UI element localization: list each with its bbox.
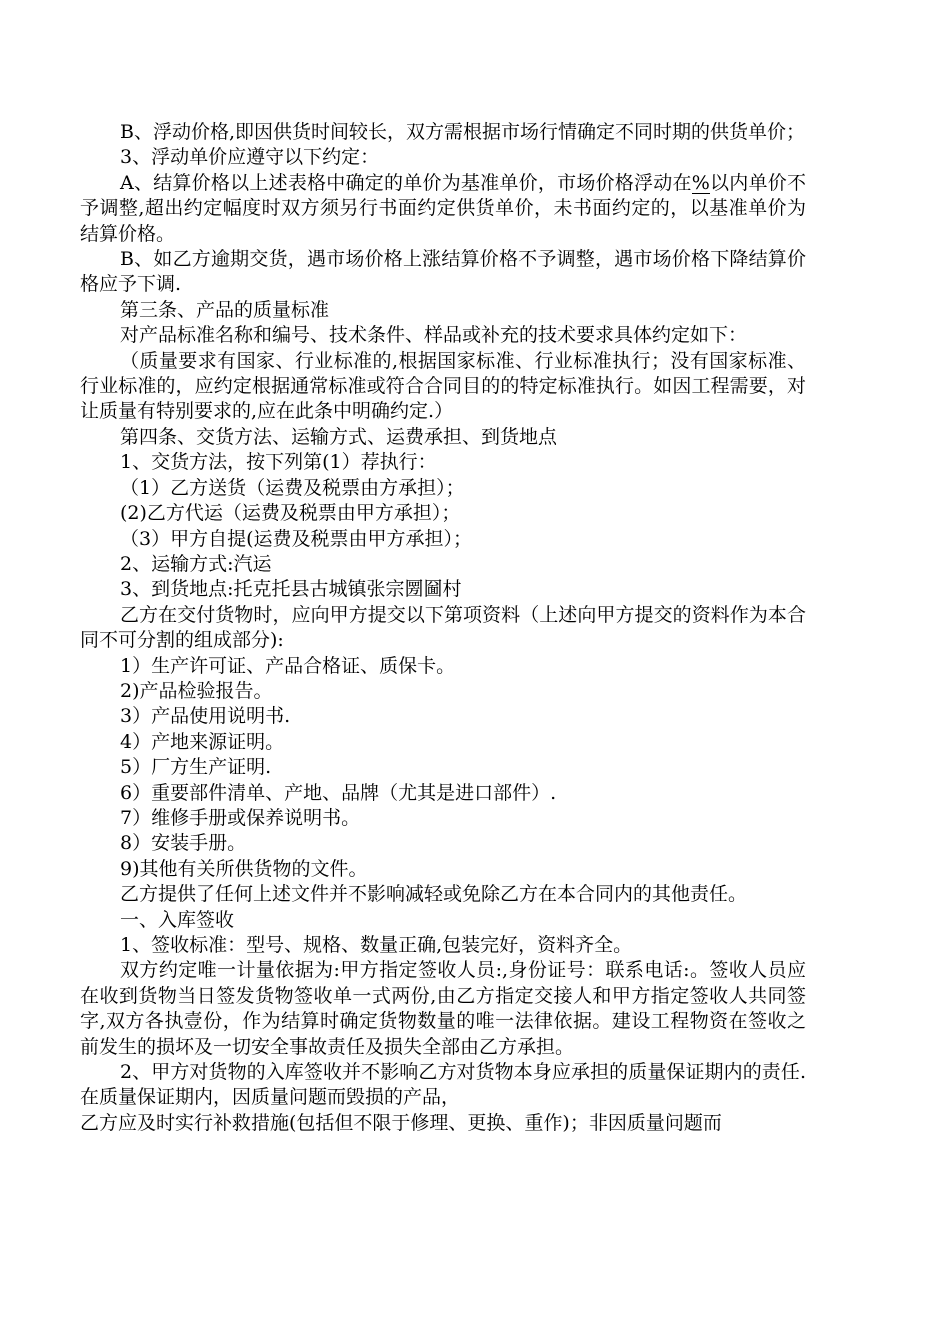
paragraph-with-blank (80, 171, 806, 247)
paragraph-text-after: 以内单价不予调整,超出约定幅度时双方须另行书面约定供货单价，未书面约定的，以基准单价为结算价格。 (80, 171, 806, 245)
list-item: 8）安装手册。 (120, 832, 247, 855)
paragraph: 3、到货地点:托克托县古城镇张宗圐圙村 (120, 578, 462, 601)
paragraph: 1、交货方法，按下列第(1）荐执行： (120, 451, 437, 474)
list-item: 6）重要部件清单、产地、品牌（尤其是进口部件）. (120, 781, 557, 804)
list-item: （3）甲方自提(运费及税票由甲方承担）； (120, 527, 473, 550)
list-item: （1）乙方送货（运费及税票由方承担）； (120, 476, 465, 499)
paragraph: B、浮动价格,即因供货时间较长，双方需根据市场行情确定不同时期的供货单价； (120, 121, 806, 143)
paragraph: （质量要求有国家、行业标准的,根据国家标准、行业标准执行；没有国家标准、行业标准的，应约定根据通常标准或符合合同目的的特定标准执行。如因工程需要，对让质量有特别要求的,应在此条中明确约定.） (80, 349, 806, 423)
paragraph: 2、甲方对货物的入库签收并不影响乙方对货物本身应承担的质量保证期内的责任.在质量保证期内，因质量问题而毁损的产品， (80, 1061, 806, 1109)
list-item: 3）产品使用说明书. (120, 705, 291, 728)
section-heading: 第三条、产品的质量标准 (120, 298, 330, 321)
paragraph: 3、浮动单价应遵守以下约定： (120, 146, 380, 169)
paragraph: 乙方在交付货物时，应向甲方提交以下第项资料（上述向甲方提交的资料作为本合同不可分割的组成部分): (80, 603, 806, 652)
list-item: 7）维修手册或保养说明书。 (120, 806, 361, 829)
list-item: 1）生产许可证、产品合格证、质保卡。 (120, 654, 456, 677)
section-heading: 第四条、交货方法、运输方式、运费承担、到货地点 (120, 425, 558, 448)
paragraph: 乙方应及时实行补救措施(包括但不限于修理、更换、重作)；非因质量问题而 (80, 1111, 722, 1134)
paragraph: 双方约定唯一计量依据为:甲方指定签收人员:,身份证号：联系电话:。签收人员应在收到货物当日签发货物签收单一式两份,由乙方指定交接人和甲方指定签收人共同签字,双方各执壹份，作为结算时确定货物数量的唯一法律依据。建设工程物资在签收之前发生的损坏及一切安全事故责任及损失全部由乙方承担。 (80, 959, 806, 1058)
paragraph: 1、签收标准：型号、规格、数量正确,包装完好，资料齐全。 (120, 934, 633, 956)
list-item: 9)其他有关所供货物的文件。 (120, 857, 368, 880)
paragraph-text-before: A、结算价格以上述表格中确定的单价为基准单价，市场价格浮动在 (120, 171, 692, 194)
paragraph: 2、运输方式:汽运 (120, 552, 272, 575)
section-heading: 一、入库签收 (120, 908, 235, 931)
list-item: (2)乙方代运（运费及税票由甲方承担）； (120, 502, 461, 525)
paragraph: 乙方提供了任何上述文件并不影响减轻或免除乙方在本合同内的其他责任。 (120, 883, 748, 906)
paragraph: B、如乙方逾期交货，遇市场价格上涨结算价格不予调整，遇市场价格下降结算价格应予下调. (80, 248, 806, 296)
fill-in-blank: % (691, 171, 710, 194)
list-item: 4）产地来源证明。 (120, 730, 285, 753)
list-item: 5）厂方生产证明. (120, 756, 272, 779)
list-item: 2)产品检验报告。 (120, 679, 273, 702)
paragraph: 对产品标准名称和编号、技术条件、样品或补充的技术要求具体约定如下： (120, 324, 748, 347)
